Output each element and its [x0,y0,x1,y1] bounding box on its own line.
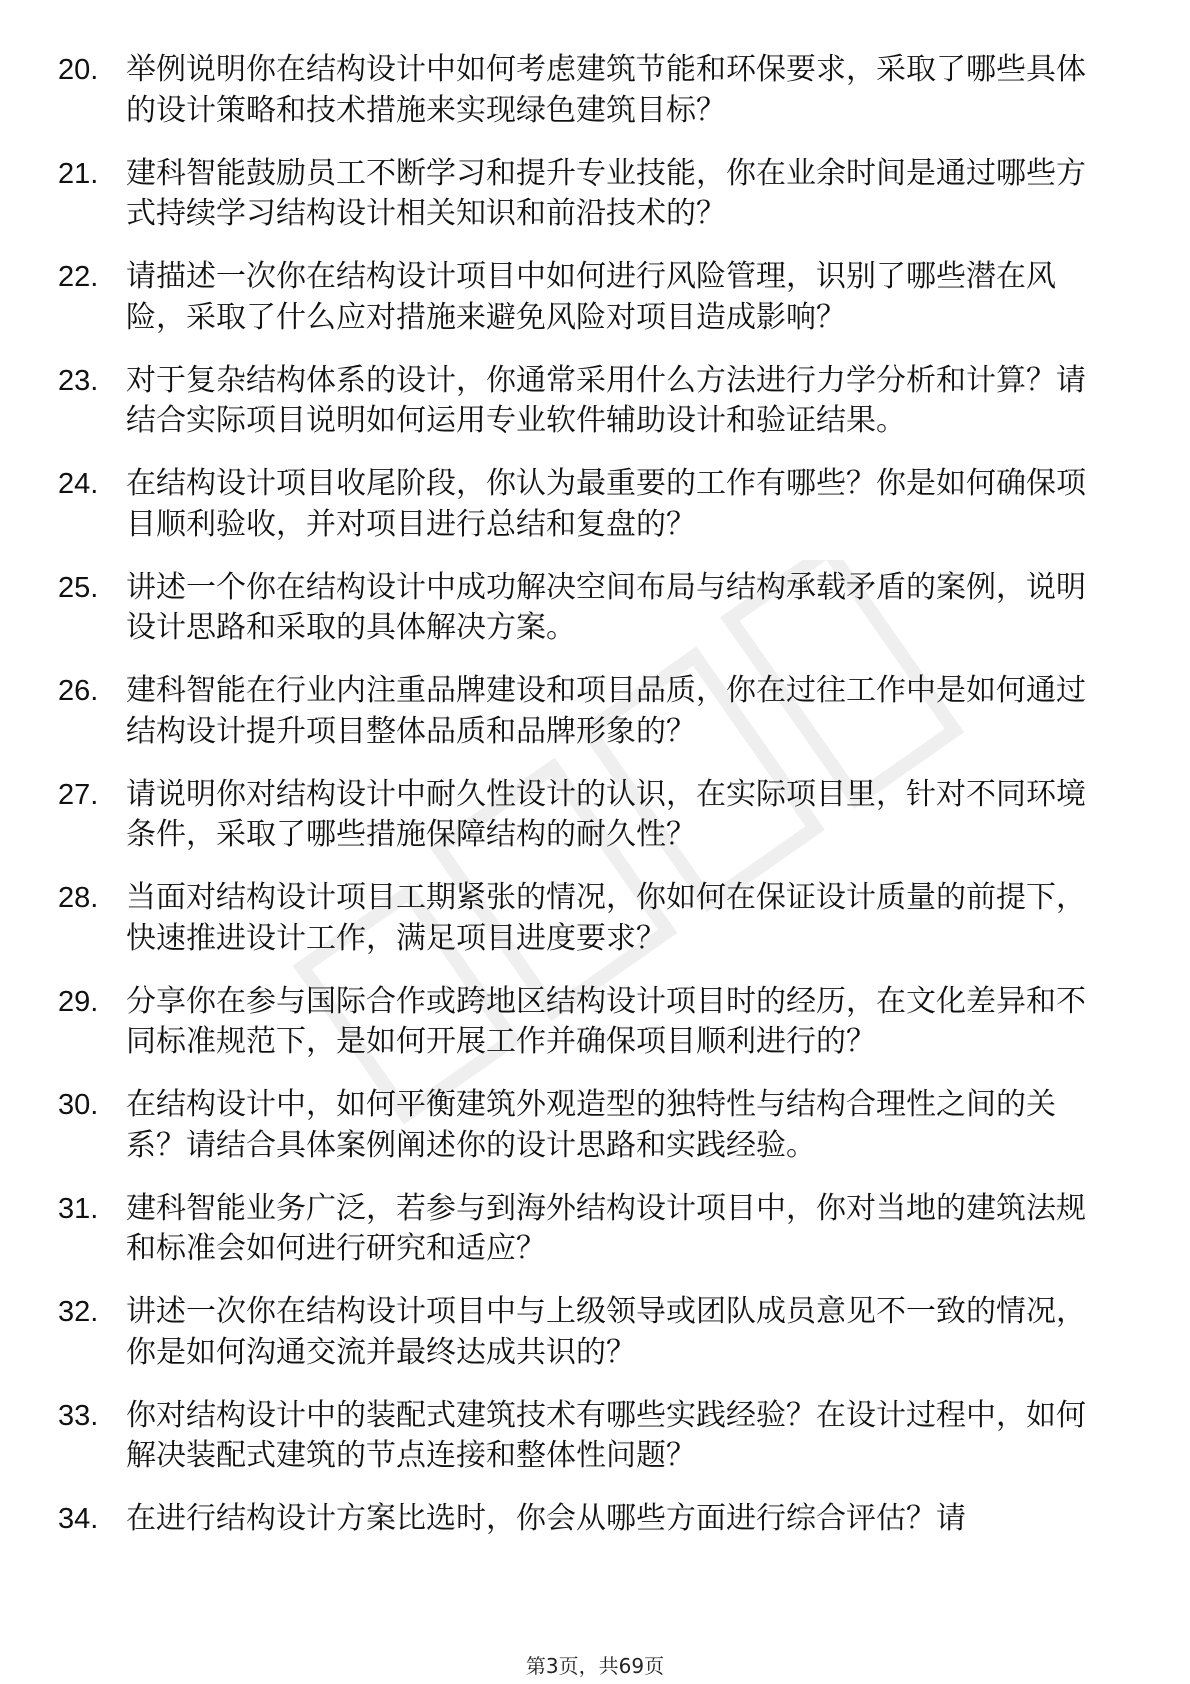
question-text: 讲述一个你在结构设计中成功解决空间布局与结构承载矛盾的案例，说明设计思路和采取的具体解决方案。 [126,569,1086,645]
question-text: 举例说明你在结构设计中如何考虑建筑节能和环保要求，采取了哪些具体的设计策略和技术措施来实现绿色建筑目标？ [126,52,1086,128]
question-number: 33. [58,1399,99,1432]
question-number: 21. [58,157,99,190]
question-item [58,1396,1098,1477]
question-number: 25. [58,571,99,604]
question-item [58,1189,1098,1270]
question-item [58,154,1098,235]
question-item [58,1292,1098,1373]
question-item [58,257,1098,338]
question-number: 22. [58,261,99,293]
question-text: 当面对结构设计项目工期紧张的情况，你如何在保证设计质量的前提下，快速推进设计工作，满足项目进度要求？ [126,880,1086,956]
question-item [58,1499,1098,1540]
question-number: 30. [58,1089,99,1121]
question-text: 对于复杂结构体系的设计，你通常采用什么方法进行力学分析和计算？请结合实际项目说明如何运用专业软件辅助设计和验证结果。 [126,362,1086,438]
question-number: 31. [58,1192,99,1225]
question-item [58,361,1098,442]
question-item [58,568,1098,649]
question-text: 在进行结构设计方案比选时，你会从哪些方面进行综合评估？请 [126,1501,966,1536]
question-text: 在结构设计中，如何平衡建筑外观造型的独特性与结构合理性之间的关系？请结合具体案例阐述你的设计思路和实践经验。 [126,1087,1056,1163]
question-text: 建科智能业务广泛，若参与到海外结构设计项目中，你对当地的建筑法规和标准会如何进行研究和适应？ [126,1190,1086,1266]
question-text: 请说明你对结构设计中耐久性设计的认识，在实际项目里，针对不同环境条件，采取了哪些措施保障结构的耐久性？ [126,776,1086,852]
page-number-footer: 第3页，共69页 [525,1654,665,1678]
question-item [58,464,1098,545]
question-text: 建科智能在行业内注重品牌建设和项目品质，你在过往工作中是如何通过结构设计提升项目整体品质和品牌形象的？ [126,673,1086,749]
question-text: 讲述一次你在结构设计项目中与上级领导或团队成员意见不一致的情况，你是如何沟通交流并最终达成共识的？ [126,1294,1086,1370]
question-text: 分享你在参与国际合作或跨地区结构设计项目时的经历，在文化差异和不同标准规范下，是如何开展工作并确保项目顺利进行的？ [126,983,1086,1059]
question-list [58,50,1098,1562]
question-number: 27. [58,778,99,811]
question-text: 在结构设计项目收尾阶段，你认为最重要的工作有哪些？你是如何确保项目顺利验收，并对项目进行总结和复盘的？ [126,466,1086,542]
question-number: 26. [58,675,99,707]
question-text: 你对结构设计中的装配式建筑技术有哪些实践经验？在设计过程中，如何解决装配式建筑的节点连接和整体性问题？ [126,1397,1086,1473]
question-number: 24. [58,468,99,500]
question-item [58,775,1098,856]
question-number: 20. [58,54,99,86]
question-number: 23. [58,364,99,397]
question-number: 34. [58,1503,99,1535]
question-item [58,982,1098,1063]
question-item [58,878,1098,959]
question-number: 28. [58,882,99,914]
question-text: 请描述一次你在结构设计项目中如何进行风险管理，识别了哪些潜在风险，采取了什么应对措施来避免风险对项目造成影响？ [126,259,1056,335]
question-number: 32. [58,1296,99,1328]
question-item [58,671,1098,752]
question-item [58,50,1098,131]
question-item [58,1085,1098,1166]
question-text: 建科智能鼓励员工不断学习和提升专业技能，你在业余时间是通过哪些方式持续学习结构设计相关知识和前沿技术的？ [126,155,1086,231]
question-number: 29. [58,985,99,1018]
